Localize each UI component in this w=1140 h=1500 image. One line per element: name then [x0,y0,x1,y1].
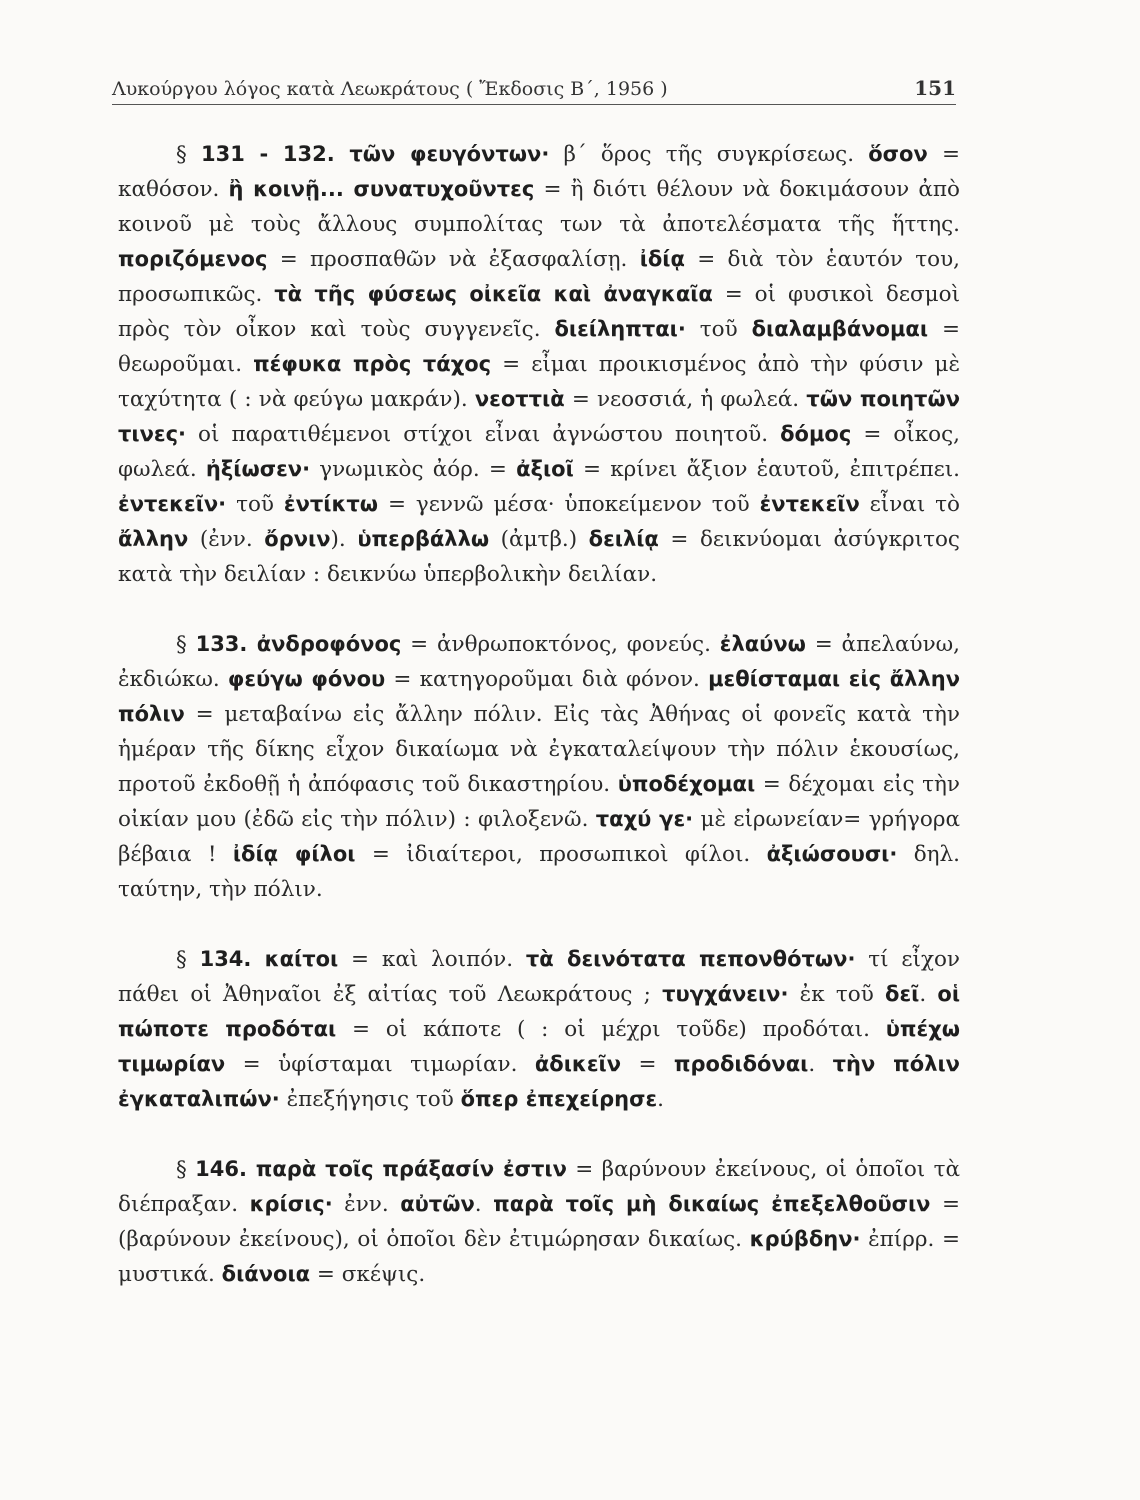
gloss-text: ἐνν. [332,1192,401,1217]
gloss-text: ἐκ τοῦ [788,982,886,1007]
gloss-text: = γεννῶ μέσα· ὑποκείμενον τοῦ [378,492,760,517]
lemma: ὑπέχω τιμωρίαν [118,1017,960,1076]
lemma: φεύγω φόνου [227,667,386,691]
gloss-text: = οἶκος, φωλεά. [118,422,960,482]
lemma: 133. ἀνδροφόνος [195,632,402,656]
lemma: ἐντεκεῖν· [118,492,227,516]
gloss-text: = κρίνει ἄξιον ἑαυτοῦ, ἐπιτρέπει. [573,457,960,482]
gloss-text: = ἀνθρωποκτόνος, φονεύς. [401,632,720,657]
gloss-text: = ἰδιαίτεροι, προσωπικοὶ φίλοι. [355,842,767,867]
lemma: ἐλαύνω [719,632,806,656]
lemma: δεῖ [885,982,920,1006]
lemma: ἰδίᾳ φίλοι [232,842,356,866]
gloss-text: . [808,1052,833,1077]
gloss-text: = [621,1052,674,1077]
lemma: παρὰ τοῖς μὴ δικαίως ἐπεξελθοῦσιν [493,1192,931,1216]
gloss-text: = ἀπελαύνω, ἐκδιώκω. [118,632,961,692]
lemma: ἐντίκτω [283,492,379,516]
lemma: προδιδόναι [673,1052,809,1076]
lemma: δόμος [780,422,852,446]
commentary-body [118,137,960,1292]
gloss-text: τοῦ [226,492,284,517]
running-title: Λυκούργου λόγος κατὰ Λεωκράτους ( Ἔκδοσις Β΄, 1956 ) [112,78,668,100]
gloss-text: τί εἶχον πάθει οἱ Ἀθηναῖοι ἐξ αἰτίας τοῦ Λεωκράτους ; [118,947,961,1007]
lemma: ταχύ γε· [595,807,694,831]
gloss-text: = ἢ διότι θέλουν νὰ δοκιμάσουν ἀπὸ κοινοῦ μὲ τοὺς ἄλλους συμπολίτας των τὰ ἀποτελέσματα τῆς ἥττης. [118,177,960,237]
gloss-text: = δέχομαι εἰς τὴν οἰκίαν μου (ἐδῶ εἰς τὴν πόλιν) : φιλοξενῶ. [118,772,960,832]
header-rule [112,104,956,105]
gloss-text: = καὶ λοιπόν. [338,947,526,972]
gloss-text: μὲ εἰρωνείαν= γρήγορα βέβαια ! [118,807,960,867]
gloss-text: δηλ. ταύτην, τὴν πόλιν. [118,842,961,902]
gloss-text: (ἐνν. [188,527,265,552]
gloss-text: . [474,1192,494,1217]
lemma: διαλαμβάνομαι [751,317,929,341]
lemma: τυγχάνειν· [662,982,789,1006]
gloss-text: . [657,1087,664,1112]
lemma: κρίσις· [249,1192,333,1216]
lemma: ὑπερβάλλω [357,527,490,551]
gloss-text: = θεωροῦμαι. [118,317,960,377]
gloss-text: = νεοσσιά, ἡ φωλεά. [564,387,807,412]
gloss-text: = ὑφίσταμαι τιμωρίαν. [225,1052,535,1077]
gloss-text: = βαρύνουν ἐκείνους, οἱ ὁποῖοι τὰ διέπραξαν. [118,1157,960,1217]
lemma: ἰδίᾳ [639,247,685,271]
lemma: διείληπται· [554,317,686,341]
paragraph-131-132 [118,137,960,592]
gloss-text: = οἱ κάποτε ( : οἱ μέχρι τοῦδε) προδόται. [336,1017,886,1042]
lemma: 131 - 132. τῶν φευγόντων· [200,142,550,166]
lemma: κρύβδην· [749,1227,861,1251]
gloss-text: § [176,947,200,972]
gloss-text: = σκέψις. [310,1262,426,1287]
paragraph-134 [118,942,960,1117]
lemma: ἀδικεῖν [534,1052,622,1076]
gloss-text: = προσπαθῶν νὰ ἐξασφαλίσῃ. [267,247,640,272]
gloss-text: = οἱ φυσικοὶ δεσμοὶ πρὸς τὸν οἶκον καὶ τοὺς συγγενεῖς. [118,282,960,342]
gloss-text: § [176,142,201,167]
lemma: τὰ δεινότατα πεπονθότων· [525,947,856,971]
lemma: τὰ τῆς φύσεως οἰκεῖα καὶ ἀναγκαῖα [274,282,713,306]
lemma: ἢ κοινῇ... συνατυχοῦντες [228,177,535,201]
gloss-text: ἐπεξήγησις τοῦ [279,1087,461,1112]
gloss-text: § [176,1157,196,1182]
lemma: νεοττιὰ [474,387,565,411]
gloss-text: § [176,632,196,657]
lemma: ὅπερ ἐπεχείρησε [460,1087,658,1111]
lemma: ἀξιοῖ [516,457,574,481]
lemma: ὑποδέχομαι [617,772,756,796]
gloss-text: . [919,982,938,1007]
lemma: τὴν πόλιν ἐγκαταλιπών· [118,1052,960,1111]
lemma: πέφυκα πρὸς τάχος [253,352,492,376]
lemma: αὐτῶν [400,1192,475,1216]
lemma: 134. καίτοι [199,947,339,971]
gloss-text: β΄ ὅρος τῆς συγκρίσεως. [549,142,869,167]
lemma: μεθίσταμαι εἰς ἄλλην πόλιν [118,667,960,726]
lemma: ἄλλην [118,527,189,551]
lemma: ἐντεκεῖν [759,492,860,516]
lemma: ὅσον [868,142,928,166]
gloss-text: ἐπίρρ. = μυστικά. [118,1227,960,1287]
gloss-text: τοῦ [685,317,752,342]
gloss-text: = (βαρύνουν ἐκείνους), οἱ ὁποῖοι δὲν ἐτιμώρησαν δικαίως. [118,1192,960,1252]
lemma: ὄρνιν [264,527,331,551]
lemma: ποριζόμενος [118,247,268,271]
gloss-text: = κατηγοροῦμαι διὰ φόνον. [385,667,709,692]
gloss-text: = καθόσον. [118,142,960,202]
paragraph-133 [118,627,960,907]
gloss-text: = μεταβαίνω εἰς ἄλλην πόλιν. Εἰς τὰς Ἀθήνας οἱ φονεῖς κατὰ τὴν ἡμέραν τῆς δίκης εἶχον δικαίωμα νὰ ἐγκαταλείψουν τὴν πόλιν ἑκουσίως, προτοῦ ἐκδοθῇ ἡ ἀπόφασις τοῦ δικαστηρίου. [118,702,960,797]
gloss-text: = εἶμαι προικισμένος ἀπὸ τὴν φύσιν μὲ ταχύτητα ( : νὰ φεύγω μακράν). [118,352,960,412]
lemma: ἀξιώσουσι· [766,842,898,866]
page-number: 151 [914,76,956,100]
gloss-text: γνωμικὸς ἀόρ. = [310,457,517,482]
lemma: τῶν ποιητῶν τινες· [118,387,961,446]
gloss-text: = διὰ τὸν ἑαυτόν του, προσωπικῶς. [118,247,960,307]
running-header [112,74,956,104]
lemma: ἠξίωσεν· [205,457,311,481]
gloss-text: οἱ παρατιθέμενοι στίχοι εἶναι ἀγνώστου ποιητοῦ. [186,422,781,447]
lemma: οἱ πώποτε προδόται [118,982,961,1041]
gloss-text: ). [330,527,358,552]
gloss-text: = δεικνύομαι ἀσύγκριτος κατὰ τὴν δειλίαν : δεικνύω ὑπερβολικὴν δειλίαν. [118,527,960,587]
gloss-text: (ἀμτβ.) [489,527,589,552]
gloss-text: εἶναι τὸ [859,492,961,517]
lemma: 146. παρὰ τοῖς πράξασίν ἐστιν [195,1157,567,1181]
lemma: διάνοια [221,1262,311,1286]
lemma: δειλίᾳ [588,527,659,551]
paragraph-146 [118,1152,960,1292]
